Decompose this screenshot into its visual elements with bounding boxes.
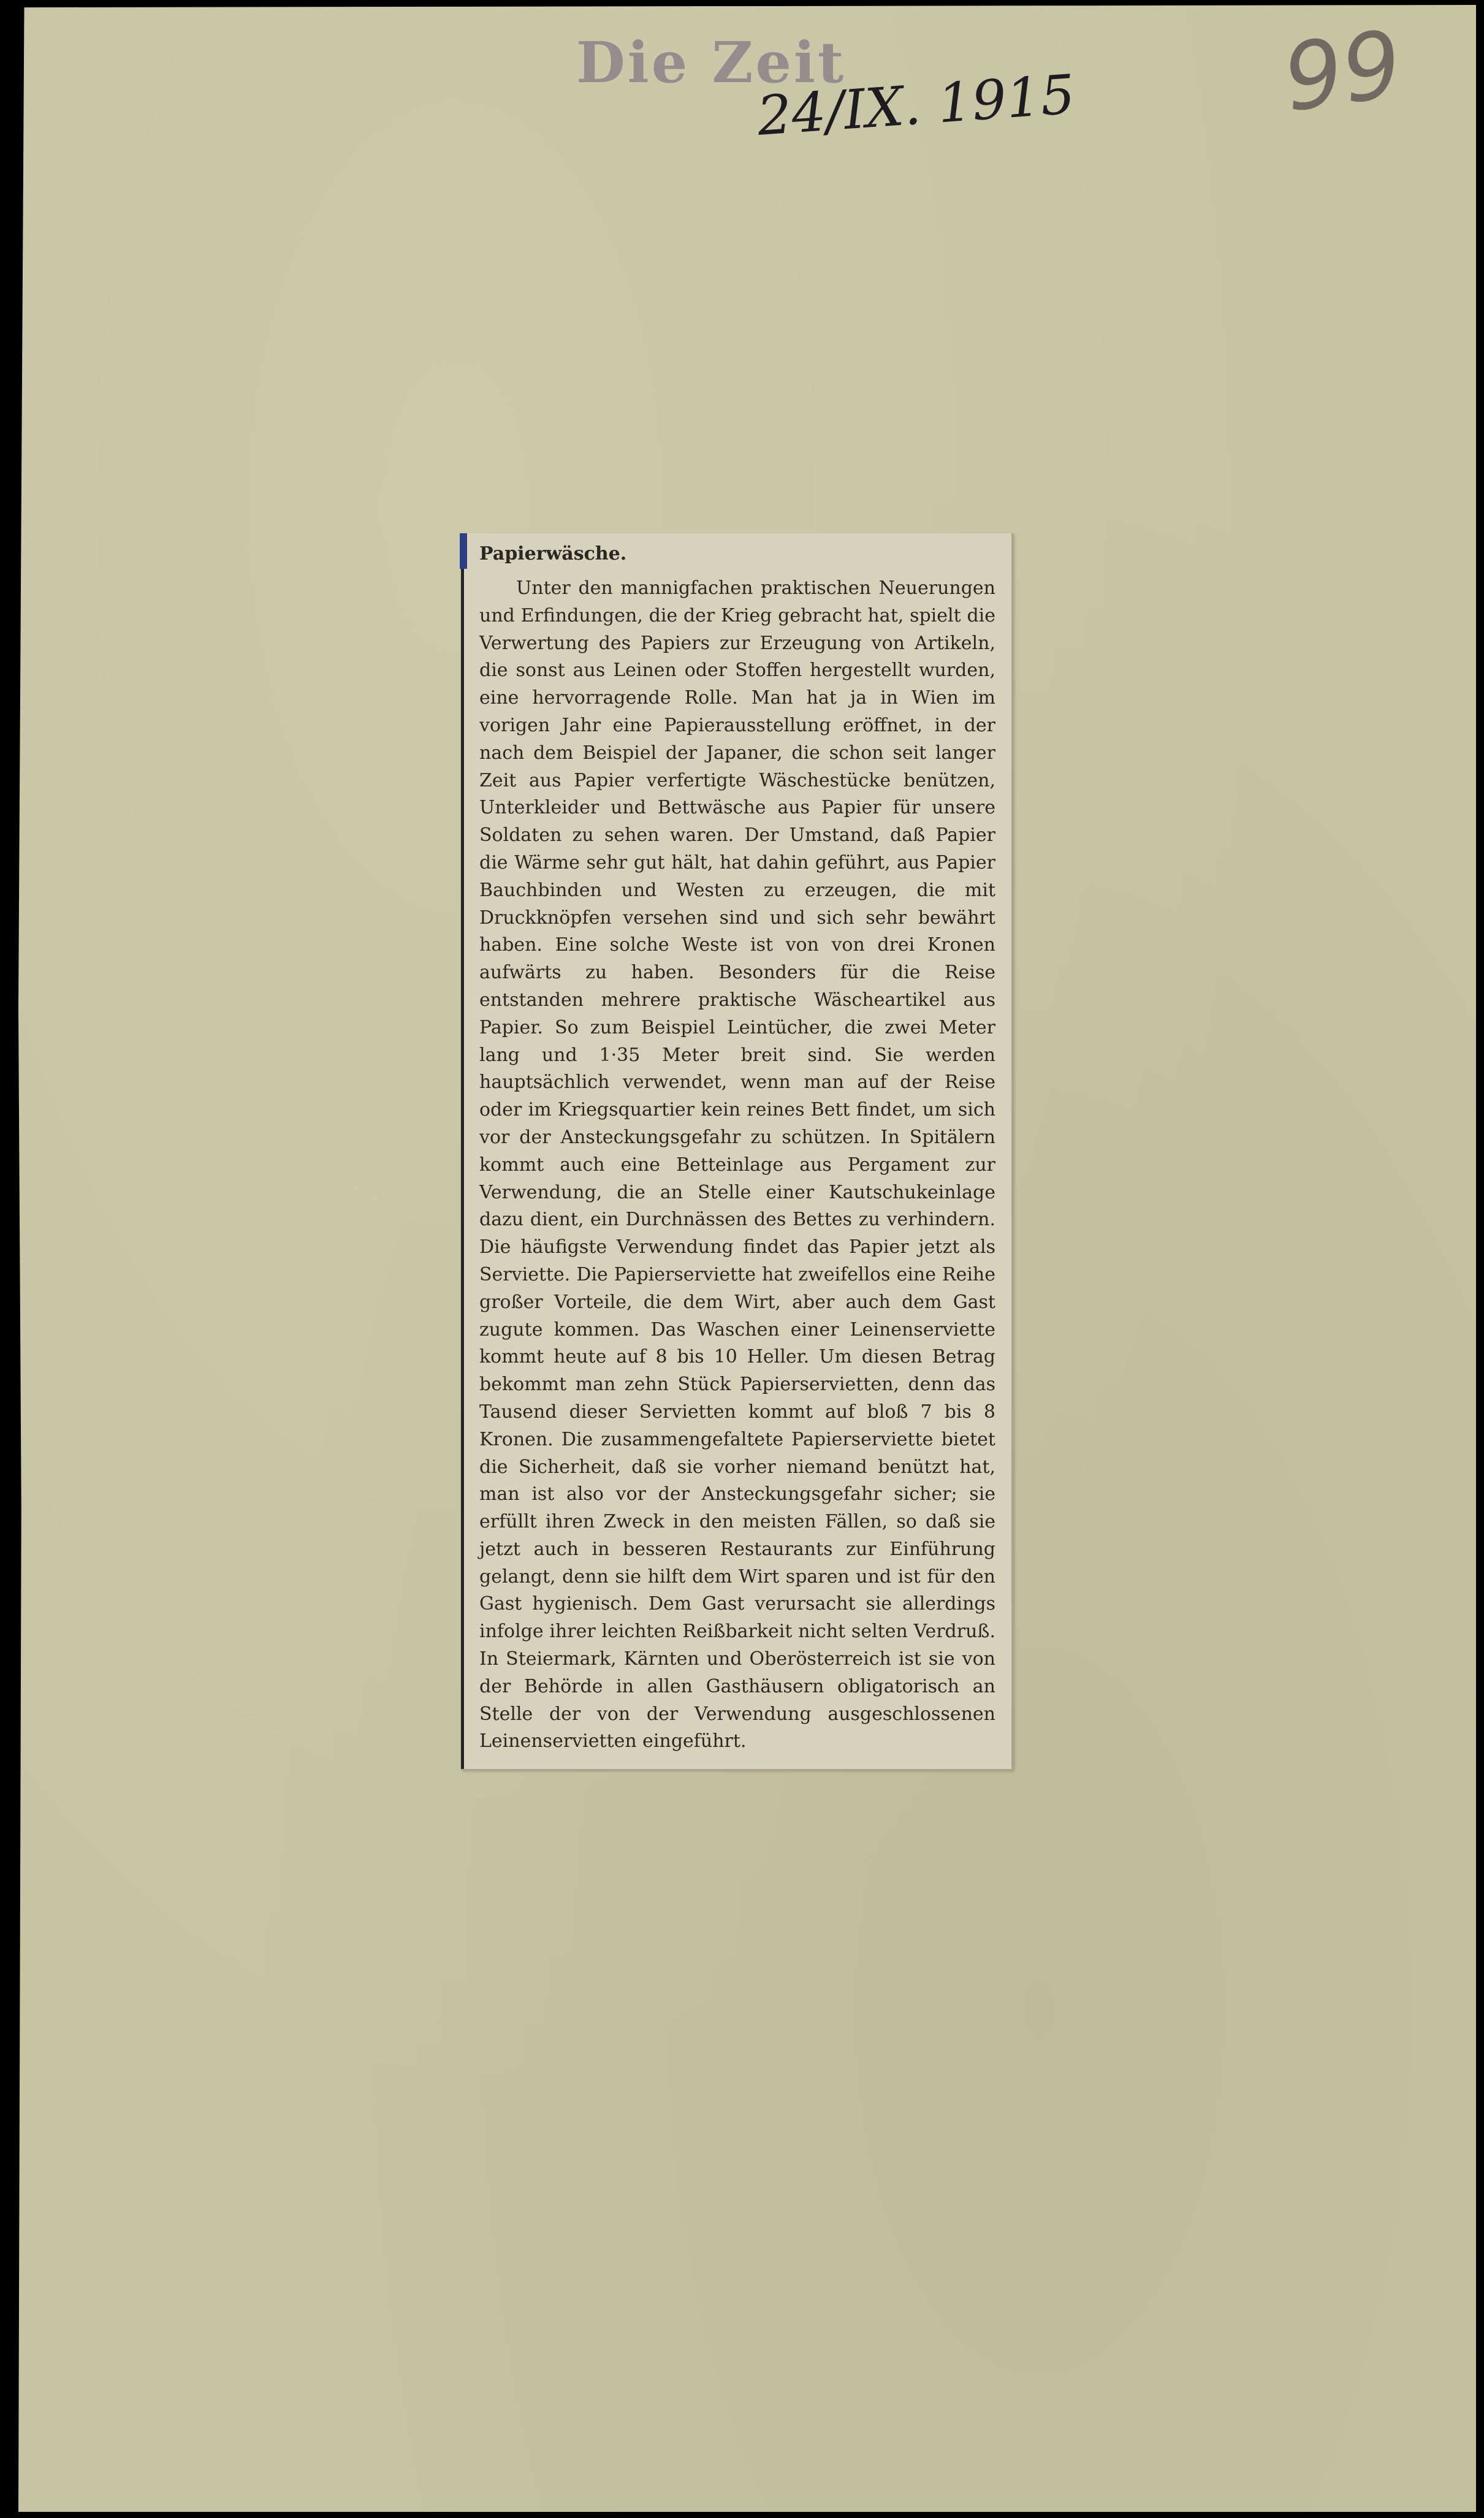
newspaper-clipping xyxy=(461,533,1013,1770)
article-body: Unter den mannigfachen praktischen Neuerungen und Erfindungen, die der Krieg gebracht hat, spielt die Verwertung des Papiers zur Erzeugung von Artikeln, die sonst aus Leinen oder Stoffen hergestellt wurden, eine hervorragende Rolle. Man hat ja in Wien im vorigen Jahr eine Papierausstellung eröffnet, in der nach dem Beispiel der Japaner, die schon seit langer Zeit aus Papier verfertigte Wäschestücke benützen, Unterkleider und Bettwäsche aus Papier für unsere Soldaten zu sehen waren. Der Umstand, daß Papier die Wärme sehr gut hält, hat dahin geführt, aus Papier Bauchbinden und Westen zu erzeugen, die mit Druckknöpfen versehen sind und sich sehr bewährt haben. Eine solche Weste ist von von drei Kronen aufwärts zu haben. Besonders für die Reise entstanden mehrere praktische Wäscheartikel aus Papier. So zum Beispiel Leintücher, die zwei Meter lang und 1·35 Meter breit sind. Sie werden hauptsächlich verwendet, wenn man auf der Reise oder im Kriegsquartier kein reines Bett findet, um sich vor der Ansteckungsgefahr zu schützen. In Spitälern kommt auch eine Betteinlage aus Pergament zur Verwendung, die an Stelle einer Kautschukeinlage dazu dient, ein Durchnässen des Bettes zu verhindern. Die häufigste Verwendung findet das Papier jetzt als Serviette. Die Papierserviette hat zweifellos eine Reihe großer Vorteile, die dem Wirt, aber auch dem Gast zugute kommen. Das Waschen einer Leinenserviette kommt heute auf 8 bis 10 Heller. Um diesen Betrag bekommt man zehn Stück Papierservietten, denn das Tausend dieser Servietten kommt auf bloß 7 bis 8 Kronen. Die zusammengefaltete Papierserviette bietet die Sicherheit, daß sie vorher niemand benützt hat, man ist also vor der Ansteckungsgefahr sicher; sie erfüllt ihren Zweck in den meisten Fällen, so daß sie jetzt auch in besseren Restaurants zur Einführung gelangt, denn sie hilft dem Wirt sparen und ist für den Gast hygienisch. Dem Gast verursacht sie allerdings infolge ihrer leichten Reißbarkeit nicht selten Verdruß. In Steiermark, Kärnten und Oberösterreich ist sie von der Behörde in allen Gasthäusern obligatorisch an Stelle der von der Verwendung ausgeschlossenen Leinenservietten eingeführt. xyxy=(479,577,995,1752)
blue-pencil-mark xyxy=(460,533,467,569)
column-rule xyxy=(461,533,464,1769)
article xyxy=(479,538,995,1755)
handwritten-date: 24/IX. 1915 xyxy=(755,63,1077,148)
newspaper-name-stamp: Die Zeit xyxy=(576,29,847,96)
article-title: Papierwäsche. xyxy=(479,543,627,565)
folio-number: 99 xyxy=(1277,10,1409,133)
